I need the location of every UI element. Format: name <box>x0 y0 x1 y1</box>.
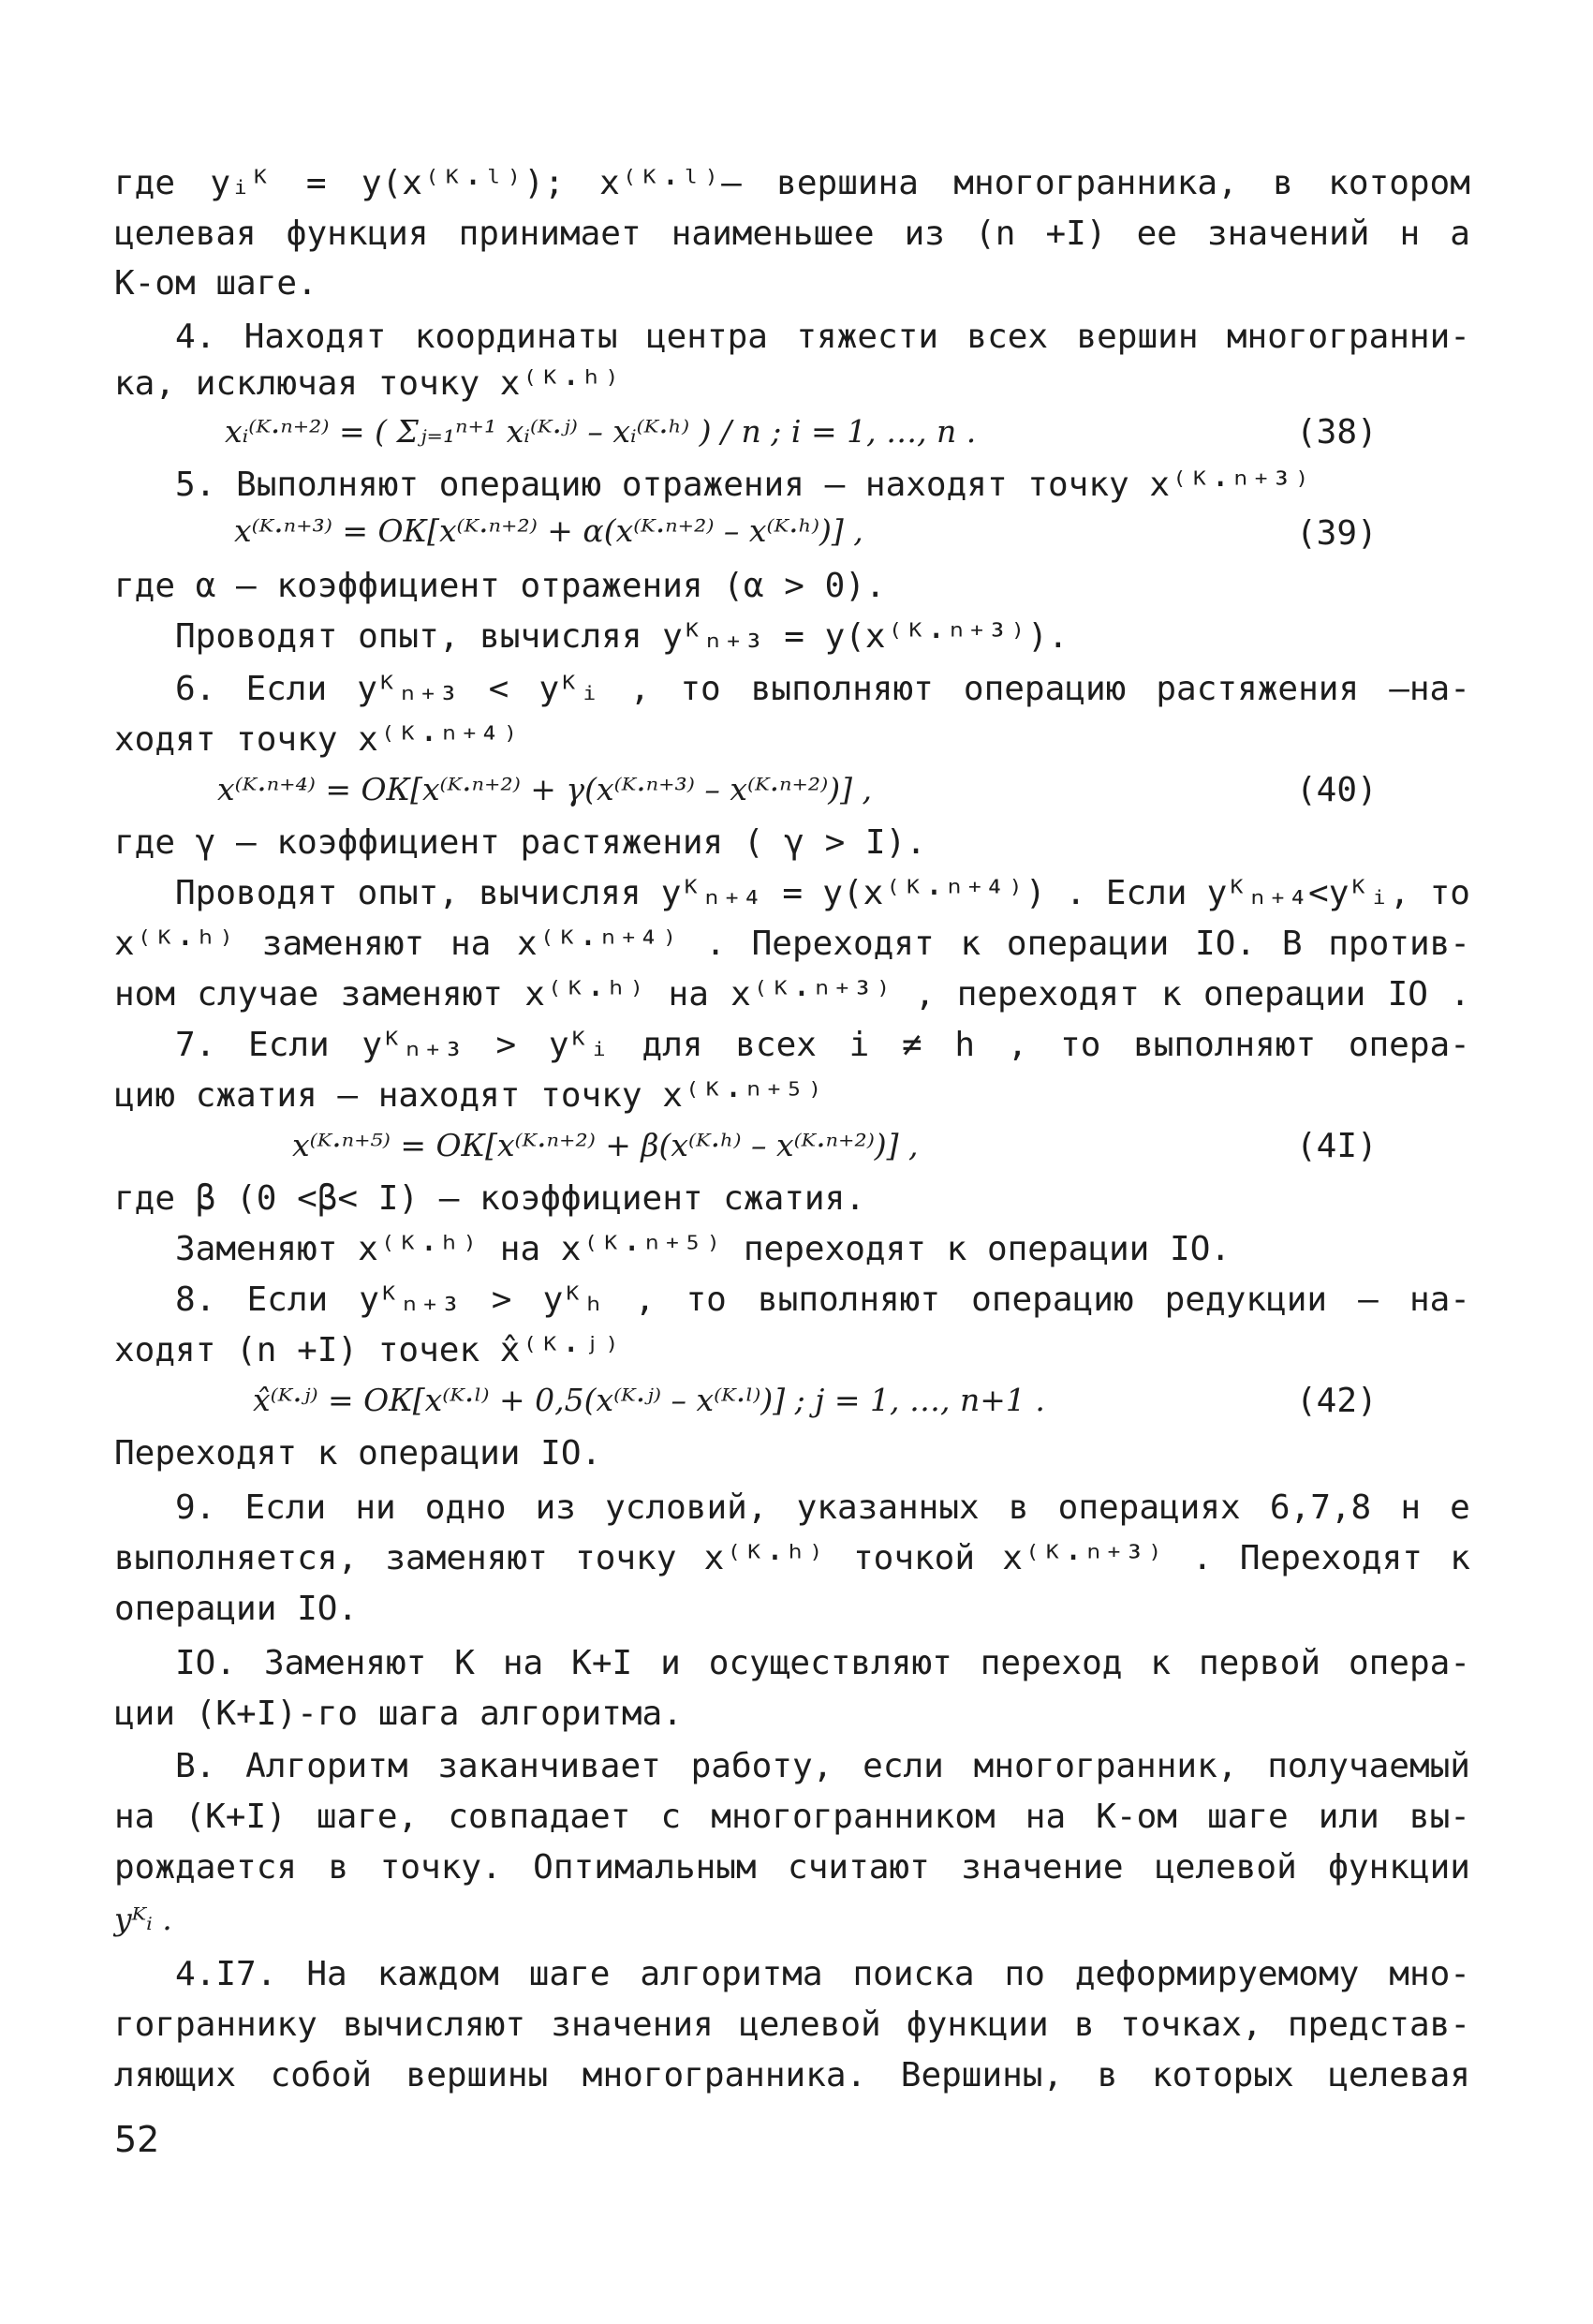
text-line: 7. Если yᴷₙ₊₃ > yᴷᵢ для всех i ≠ h , то выполняют опера- <box>175 1026 1470 1064</box>
equation-38: xᵢ⁽ᴷ·ⁿ⁺²⁾ = ( Σⱼ₌₁ⁿ⁺¹ xᵢ⁽ᴷ·ʲ⁾ – xᵢ⁽ᴷ·ʰ⁾ ) / n ; i = 1, …, n . <box>225 413 977 450</box>
equation-number: (39) <box>1296 514 1378 553</box>
equation-40: x⁽ᴷ·ⁿ⁺⁴⁾ = ОК[x⁽ᴷ·ⁿ⁺²⁾ + γ(x⁽ᴷ·ⁿ⁺³⁾ – x⁽ᴷ·ⁿ⁺²⁾)] , <box>217 771 872 807</box>
text-line: целевая функция принимает наименьшее из (n +I) ее значений н а <box>114 215 1470 253</box>
text-line: 6. Если yᴷₙ₊₃ < yᴷᵢ , то выполняют операцию растяжения –на- <box>175 670 1470 708</box>
text-line: В. Алгоритм заканчивает работу, если многогранник, получаемый <box>175 1747 1470 1785</box>
text-line: где β (0 <β< I) – коэффициент сжатия. <box>114 1179 865 1218</box>
text-line: операции IO. <box>114 1590 359 1628</box>
text-line: 8. Если yᴷₙ₊₃ > yᴷₕ , то выполняют операцию редукции – на- <box>175 1280 1470 1319</box>
text-line: yᴷᵢ . <box>114 1901 172 1937</box>
equation-42: x̂⁽ᴷ·ʲ⁾ = ОК[x⁽ᴷ·ˡ⁾ + 0,5(x⁽ᴷ·ʲ⁾ – x⁽ᴷ·ˡ⁾)] ; j = 1, …, n+1 . <box>253 1382 1045 1418</box>
text-line: К-ом шаге. <box>114 264 317 303</box>
equation-39: x⁽ᴷ·ⁿ⁺³⁾ = ОК[x⁽ᴷ·ⁿ⁺²⁾ + α(x⁽ᴷ·ⁿ⁺²⁾ – x⁽ᴷ·ʰ⁾)] , <box>234 512 863 549</box>
text-line: рождается в точку. Оптимальным считают значение целевой функции <box>114 1848 1470 1887</box>
text-line: ходят точку x⁽ᴷ·ⁿ⁺⁴⁾ <box>114 720 521 759</box>
text-line: ном случае заменяют x⁽ᴷ·ʰ⁾ на x⁽ᴷ·ⁿ⁺³⁾ , переходят к операции IO . <box>114 975 1470 1014</box>
text-line: Проводят опыт, вычисляя yᴷₙ₊₃ = y(x⁽ᴷ·ⁿ⁺³⁾). <box>175 617 1069 656</box>
text-line: ка, исключая точку x⁽ᴷ·ʰ⁾ <box>114 364 622 403</box>
text-line: выполняется, заменяют точку x⁽ᴷ·ʰ⁾ точкой x⁽ᴷ·ⁿ⁺³⁾ . Переходят к <box>114 1539 1470 1577</box>
text-line: гограннику вычисляют значения целевой функции в точках, представ- <box>114 2006 1470 2044</box>
text-line: где α – коэффициент отражения (α > 0). <box>114 567 886 605</box>
equation-number: (42) <box>1296 1382 1378 1420</box>
text-line: Заменяют x⁽ᴷ·ʰ⁾ на x⁽ᴷ·ⁿ⁺⁵⁾ переходят к операции IO. <box>175 1230 1232 1268</box>
text-line: на (К+I) шаге, совпадает с многогранником на К-ом шаге или вы- <box>114 1798 1470 1836</box>
text-line: ходят (n +I) точек x̂⁽ᴷ·ʲ⁾ <box>114 1331 622 1369</box>
text-line: 5. Выполняют операцию отражения – находят точку x⁽ᴷ·ⁿ⁺³⁾ <box>175 466 1312 504</box>
text-line: где yᵢᴷ = y(x⁽ᴷ·ˡ⁾); x⁽ᴷ·ˡ⁾– вершина многогранника, в котором <box>114 164 1470 202</box>
text-line: где γ – коэффициент растяжения ( γ > I). <box>114 823 926 862</box>
text-line: x⁽ᴷ·ʰ⁾ заменяют на x⁽ᴷ·ⁿ⁺⁴⁾ . Переходят к операции IO. В против- <box>114 925 1470 963</box>
text-line: 4. Находят координаты центра тяжести всех вершин многогранни- <box>175 318 1470 356</box>
text-line: IO. Заменяют К на К+I и осуществляют переход к первой опера- <box>175 1644 1470 1682</box>
page-number: 52 <box>114 2119 160 2160</box>
text-line: 9. Если ни одно из условий, указанных в операциях 6,7,8 н е <box>175 1488 1470 1527</box>
text-line: ции (К+I)-го шага алгоритма. <box>114 1695 683 1733</box>
text-line: 4.I7. На каждом шаге алгоритма поиска по деформируемому мно- <box>175 1955 1470 1993</box>
text-line: цию сжатия – находят точку x⁽ᴷ·ⁿ⁺⁵⁾ <box>114 1076 825 1115</box>
text-line: Проводят опыт, вычисляя yᴷₙ₊₄ = y(x⁽ᴷ·ⁿ⁺⁴⁾) . Если yᴷₙ₊₄<yᴷᵢ, то <box>175 874 1470 912</box>
equation-41: x⁽ᴷ·ⁿ⁺⁵⁾ = ОК[x⁽ᴷ·ⁿ⁺²⁾ + β(x⁽ᴷ·ʰ⁾ – x⁽ᴷ·ⁿ⁺²⁾)] , <box>292 1127 919 1163</box>
equation-number: (4I) <box>1296 1127 1378 1165</box>
equation-number: (40) <box>1296 771 1378 809</box>
text-line: Переходят к операции IO. <box>114 1434 602 1473</box>
text-line: ляющих собой вершины многогранника. Вершины, в которых целевая <box>114 2056 1470 2095</box>
equation-number: (38) <box>1296 413 1378 451</box>
